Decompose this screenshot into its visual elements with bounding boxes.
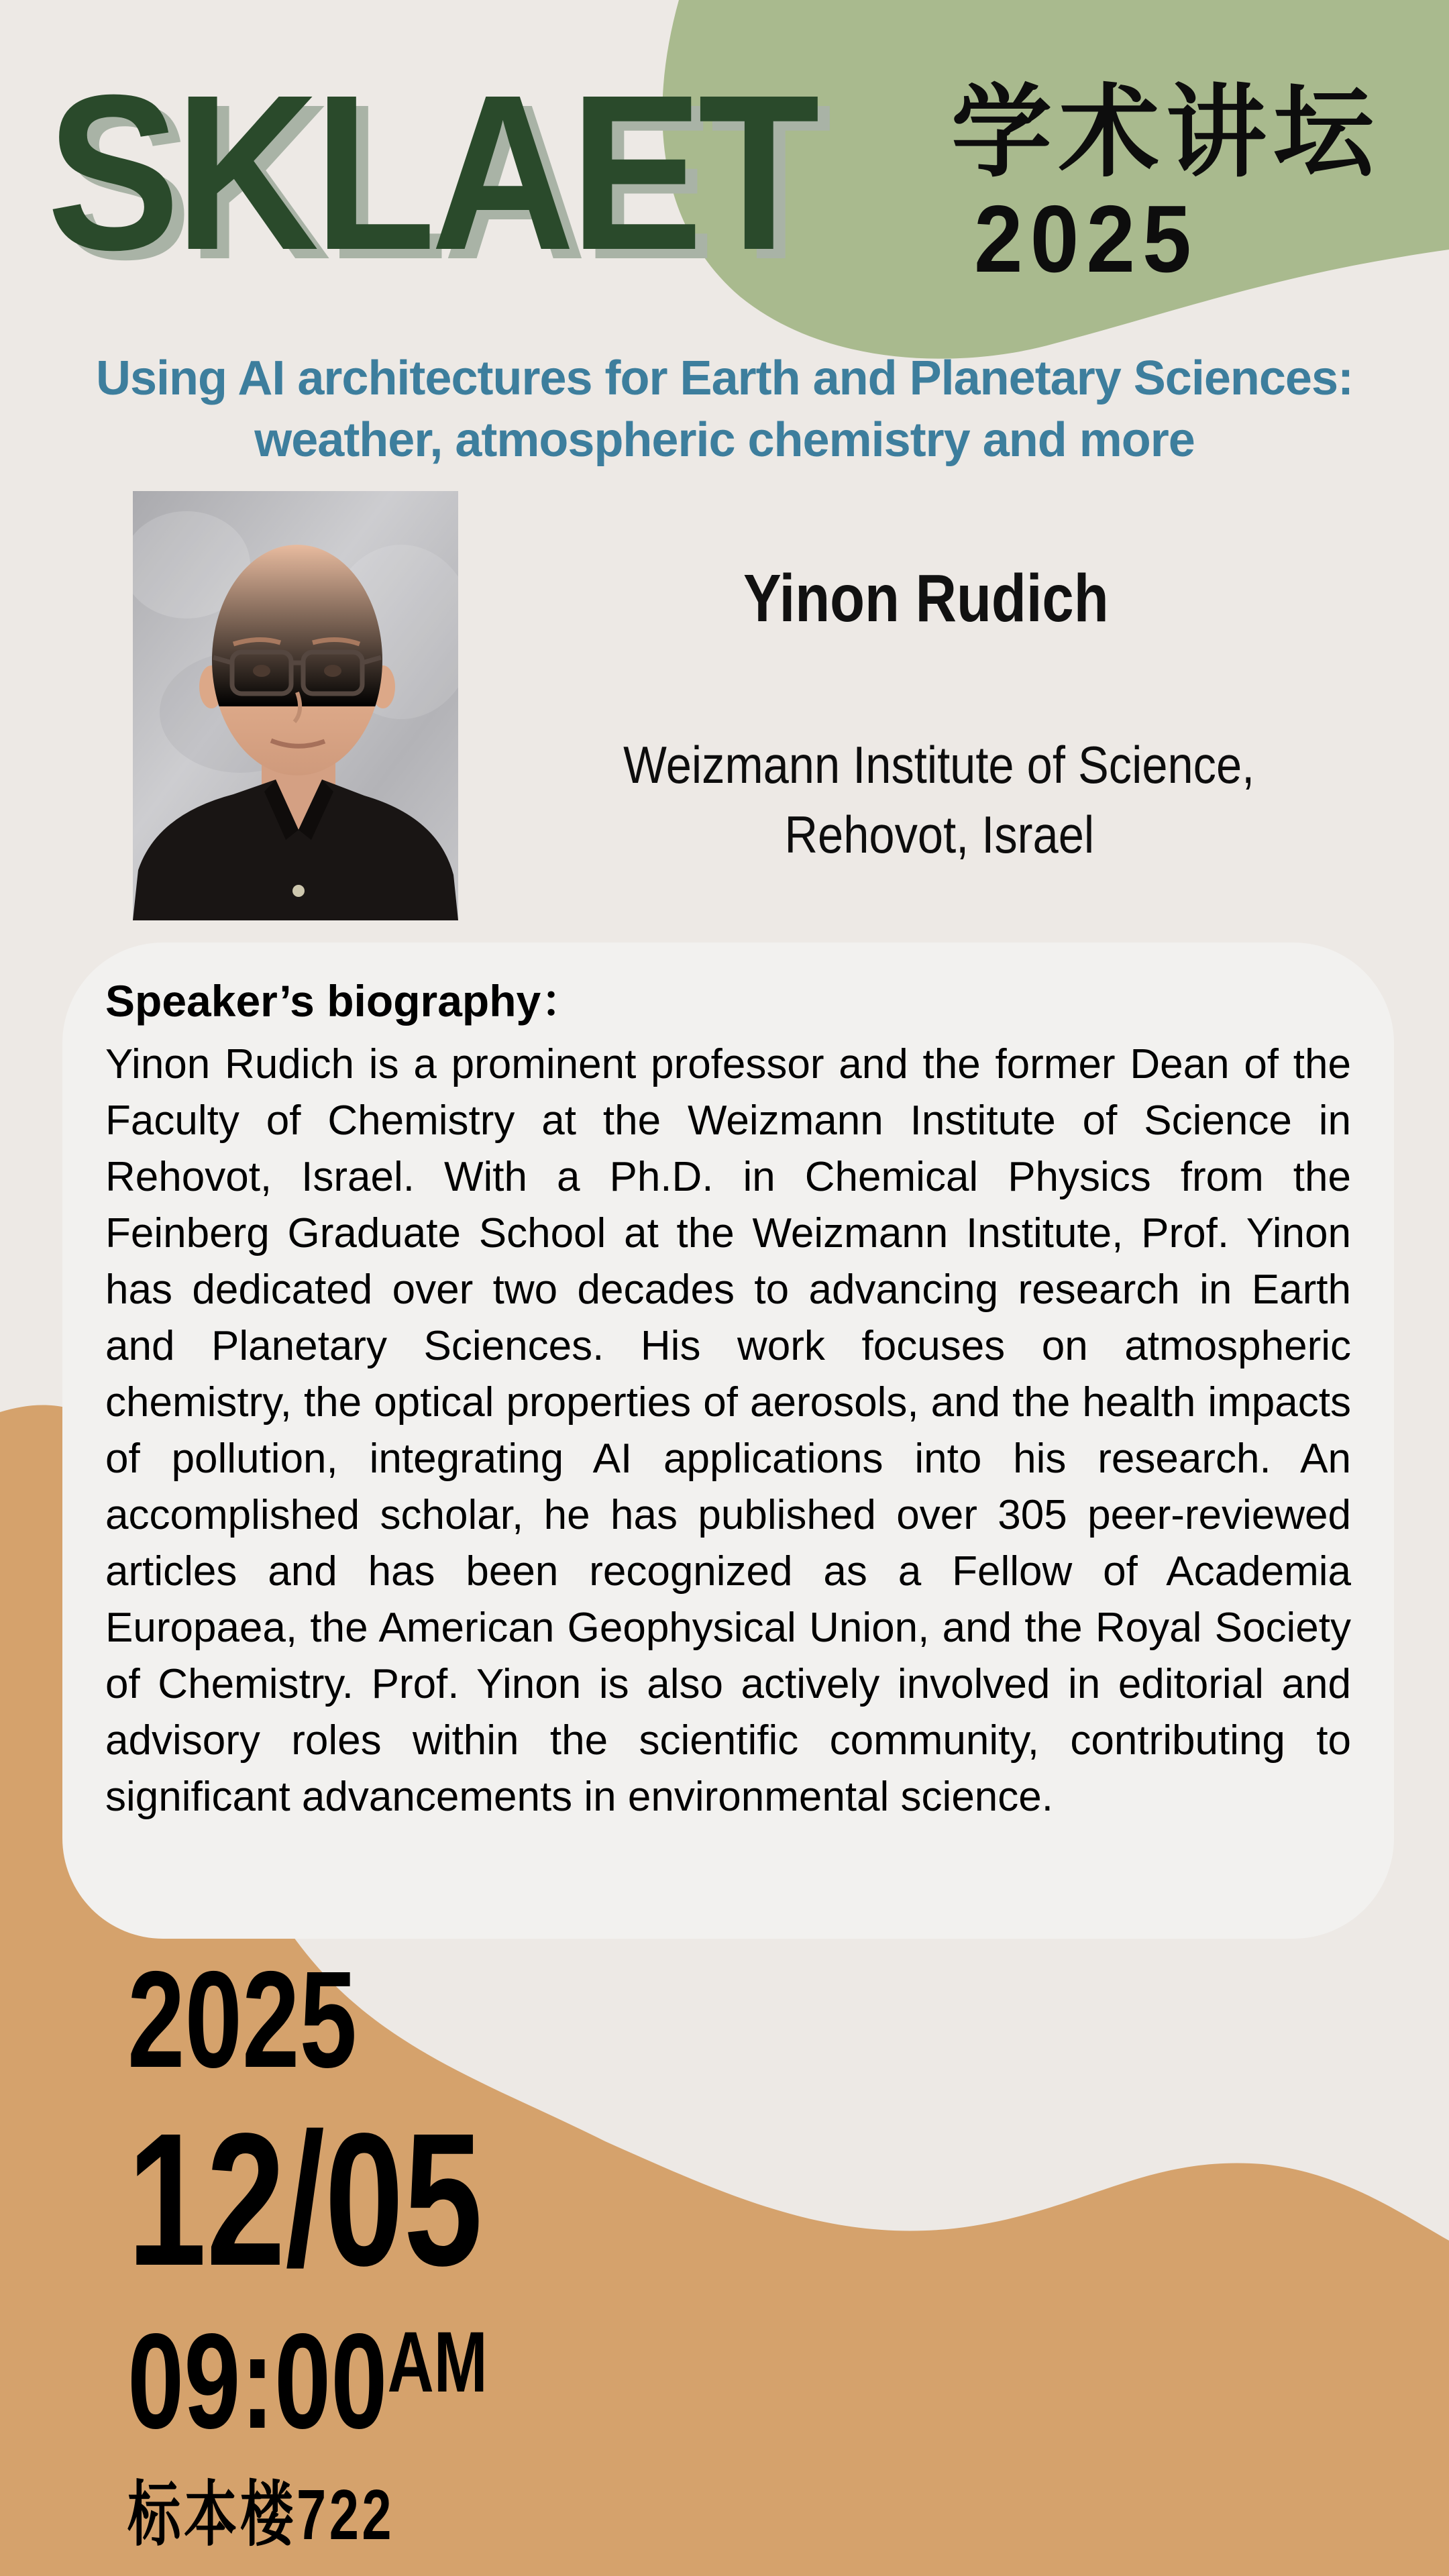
talk-title-line1: Using AI architectures for Earth and Planetary Sciences: bbox=[96, 352, 1353, 405]
affiliation-line2: Rehovot, Israel bbox=[784, 805, 1094, 864]
event-year: 2025 bbox=[127, 1943, 358, 2096]
head bbox=[212, 545, 382, 775]
forum-title-chinese: 学术讲坛 bbox=[951, 76, 1381, 189]
eye-left bbox=[253, 665, 270, 677]
speaker-photo bbox=[133, 491, 458, 920]
forum-year: 2025 bbox=[974, 186, 1199, 292]
speaker-affiliation bbox=[443, 730, 1436, 869]
affiliation-line1: Weizmann Institute of Science, bbox=[623, 735, 1255, 794]
speaker-portrait-drawing bbox=[133, 491, 458, 920]
event-date: 12/05 bbox=[127, 2094, 483, 2305]
biography-panel bbox=[62, 943, 1394, 1939]
eye-right bbox=[324, 665, 341, 677]
event-time-value: 09:00 bbox=[127, 2305, 388, 2457]
sklaet-logo-text: SKLAET bbox=[47, 48, 815, 296]
talk-title bbox=[0, 347, 1449, 471]
shirt-button bbox=[292, 885, 305, 897]
speaker-name: Yinon Rudich bbox=[743, 561, 1109, 636]
event-meridiem: AM bbox=[387, 2314, 488, 2410]
event-time bbox=[127, 2305, 608, 2457]
event-location: 标本楼722 bbox=[127, 2475, 395, 2555]
sklaet-logo bbox=[47, 48, 900, 296]
talk-title-line2: weather, atmospheric chemistry and more bbox=[254, 413, 1195, 467]
biography-text: Yinon Rudich is a prominent professor and the former Dean of the Faculty of Chemistry at the Weizmann Institute of Science in Rehovot, Israel. With a Ph.D. in Chemical Physics from the Feinberg Graduate School at the Weizmann Institute, Prof. Yinon has dedicated over two decades to advancing research in Earth and Planetary Sciences. His work focuses on atmospheric chemistry, the optical properties of aerosols, and the health impacts of pollution, integrating AI applications into his research. An accomplished scholar, he has published over 305 peer-reviewed articles and has been recognized as a Fellow of Academia Europaea, the American Geophysical Union, and the Royal Society of Chemistry. Prof. Yinon is also actively involved in editorial and advisory roles within the scientific community, contributing to significant advancements in environmental science. bbox=[105, 1041, 1351, 1820]
biography-heading: Speaker’s biography： bbox=[105, 976, 586, 1026]
